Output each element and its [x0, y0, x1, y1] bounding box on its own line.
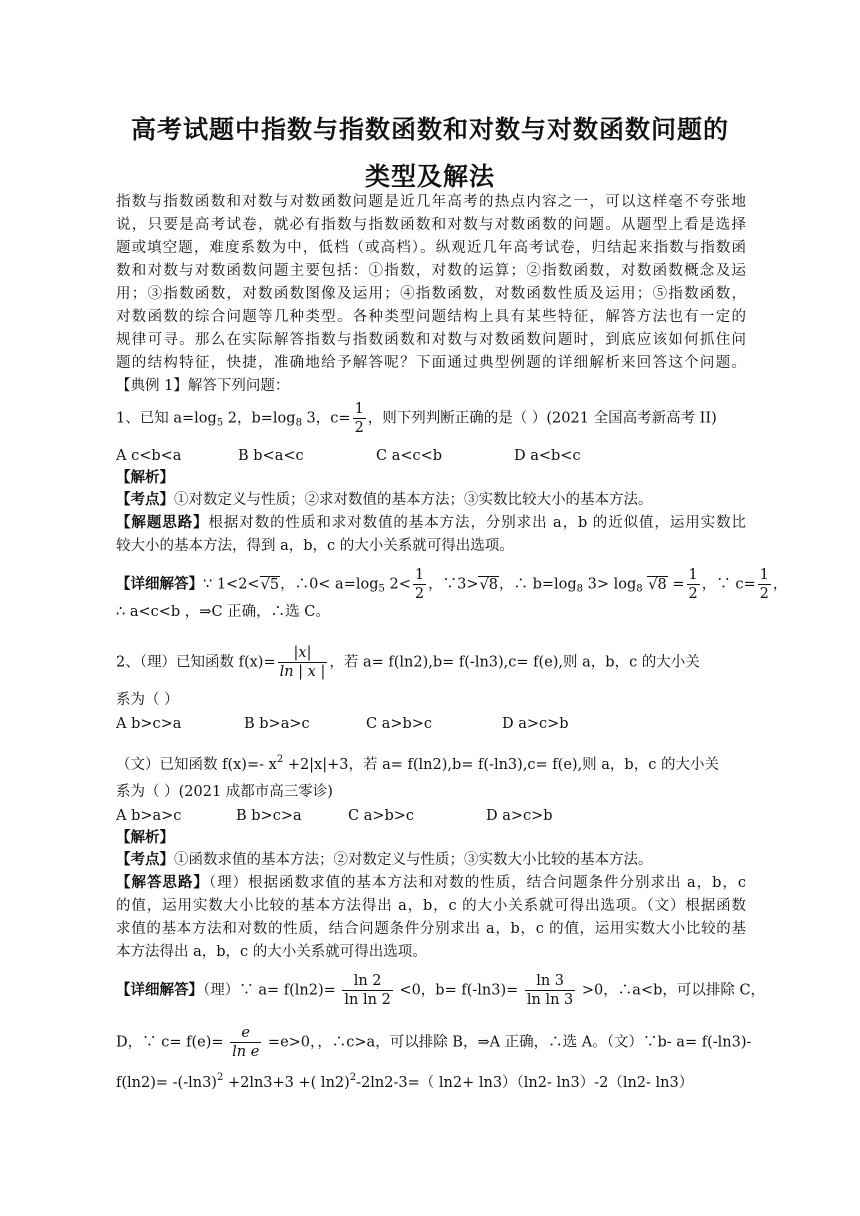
- detail-text: f(ln2)= -(-ln3): [116, 1075, 217, 1091]
- q2-text: ，若 a= f(ln2),b= f(-ln3),c= f(e),则 a，b，c 的大小关: [329, 654, 700, 671]
- detail-text: =: [667, 576, 685, 593]
- fraction-numerator: |x|: [293, 645, 312, 661]
- silu-line: 较大小的基本方法，得到 a，b，c 的大小关系就可得出选项。: [116, 538, 514, 554]
- log-base: 8: [636, 583, 643, 595]
- q2-li-option-d: D a>c>b: [502, 716, 569, 732]
- q2-wen-option-a: A b>a>c: [116, 808, 182, 824]
- fraction-denominator: 2: [414, 586, 425, 602]
- log-base: 5: [378, 583, 385, 595]
- kaodian-label: 【考点】: [116, 491, 174, 508]
- fraction: [353, 400, 366, 437]
- q1-a-base: 5: [216, 417, 224, 429]
- sqrt-radicand: 5: [269, 576, 280, 593]
- kaodian-label: 【考点】: [116, 851, 174, 868]
- silu-label: 【解题思路】: [116, 514, 209, 531]
- fraction-denominator: 2: [354, 420, 364, 436]
- fraction-denominator: 2: [688, 586, 698, 602]
- intro-line: 指数与指数函数和对数与对数函数问题是近几年高考的热点内容之一，可以这样毫不夸张地: [116, 194, 746, 210]
- log-base: 8: [576, 583, 584, 595]
- intro-line: 规律可寻。那么在实际解答指数与指数函数和对数与对数函数问题时，到底应该如何抓住问: [116, 332, 746, 348]
- document-title-line1: 高考试题中指数与指数函数和对数与对数函数问题的: [130, 115, 729, 144]
- intro-line: 题或填空题，难度系数为中，低档（或高档）。纵观近几年高考试卷，归结起来指数与指数函: [116, 240, 746, 256]
- q1-text: 3，c=: [301, 410, 351, 427]
- intro-line: 对数函数的综合问题等几种类型。各种类型问题结构上具有某些特征，解答方法也有一定的: [116, 309, 746, 325]
- detail-text: 3> log: [583, 576, 637, 593]
- question-1: [116, 400, 746, 437]
- detail-solution-line: [116, 972, 766, 1009]
- detail-text: <0，b= f(-ln3)=: [394, 982, 523, 999]
- detail-solution-line: [116, 1024, 752, 1061]
- fraction-denominator: ln ln 2: [344, 992, 391, 1008]
- fraction: [278, 644, 328, 681]
- analysis-label: 【解析】: [116, 829, 174, 846]
- exponent: 2: [216, 1072, 224, 1083]
- kaodian-line: [116, 490, 746, 510]
- q2-wen-line: 系为（ ）(2021 成都市高三零诊): [116, 784, 333, 800]
- detail-label: 【详细解答】: [116, 575, 203, 593]
- fraction: [342, 972, 392, 1009]
- fraction-denominator: 2: [759, 586, 769, 602]
- fraction-denominator: ln | x |: [279, 664, 326, 680]
- example-heading: 【典例 1】解答下列问题：: [116, 378, 290, 394]
- q1-text: 1、已知 a=log: [116, 410, 217, 427]
- silu-line: [116, 873, 746, 893]
- fraction-numerator: 1: [688, 567, 698, 583]
- detail-solution-line: [116, 566, 788, 603]
- kaodian-line: [116, 850, 746, 870]
- fraction: [413, 566, 426, 603]
- detail-label: 【详细解答】: [116, 981, 203, 999]
- detail-solution-line: ∴ a<c<b ，⇒C 正确，∴选 C。: [116, 604, 330, 620]
- detail-text: ，∴ b=log: [498, 576, 577, 593]
- silu-line: 求值的基本方法和对数的性质，结合问题条件分别求出 a，b，c 的值，运用实数大小比较的基: [116, 921, 746, 937]
- q2-wen-text: （文）已知函数 f(x)=- x: [116, 757, 277, 773]
- sqrt-5: √5: [260, 576, 280, 593]
- q2-li-option-b: B b>a>c: [244, 716, 310, 732]
- q1-option-c: C a<c<b: [376, 448, 443, 464]
- q2-wen-line: [116, 750, 746, 775]
- fraction: [230, 1024, 261, 1061]
- q2-wen-text: +2|x|+3，若 a= f(ln2),b= f(-ln3),c= f(e),则 a，b，c 的大小关: [283, 757, 719, 773]
- q2-wen-option-c: C a>b>c: [348, 808, 415, 824]
- silu-label: 【解答思路】: [116, 874, 209, 891]
- fraction-numerator: 1: [354, 401, 364, 417]
- detail-text: （理）∵ a= f(ln2)=: [203, 982, 341, 999]
- fraction-numerator: ln 3: [536, 973, 564, 989]
- detail-text: =e>0，，∴c>a，可以排除 B，⇒A 正确，∴选 A。（文）∵b- a= f(-ln3)-: [263, 1034, 752, 1051]
- fraction-numerator: 1: [414, 567, 425, 583]
- q1-option-d: D a<b<c: [514, 448, 581, 464]
- question-2: [116, 644, 746, 681]
- sqrt-8: √8: [648, 576, 667, 593]
- silu-text: （理）根据函数求值的基本方法和对数的性质，结合问题条件分别求出 a，b，c: [208, 875, 747, 891]
- q2-text: 2、（理）已知函数 f(x)=: [116, 654, 276, 671]
- intro-line: 用；③指数函数，对数函数图像及运用；④指数函数，对数函数性质及运用；⑤指数函数，: [116, 286, 746, 302]
- detail-text: ，∵3>: [428, 576, 479, 593]
- document-title-line2: 类型及解法: [364, 162, 495, 191]
- detail-text: +2ln3+3 +( ln2): [223, 1075, 350, 1091]
- detail-text: ∵ 1<2<: [203, 576, 260, 593]
- kaodian-text: ①函数求值的基本方法；②对数定义与性质；③实数大小比较的基本方法。: [174, 852, 653, 868]
- analysis-label: 【解析】: [116, 469, 174, 486]
- fraction-numerator: e: [241, 1025, 251, 1041]
- intro-line: 说，只要是高考试卷，就必有指数与指数函数和对数与对数函数的问题。从题型上看是选择: [116, 217, 746, 233]
- detail-text: >0，∴a<b，可以排除 C，: [577, 982, 766, 999]
- fraction-numerator: ln 2: [353, 973, 382, 989]
- q2-wen-option-d: D a>c>b: [486, 808, 553, 824]
- sqrt-radicand: 8: [657, 576, 667, 593]
- q2-text-line: 系为（ ）: [116, 692, 179, 708]
- exponent: 2: [349, 1072, 357, 1083]
- q1-text: ，则下列判断正确的是（ ）(2021 全国高考新高考 II): [367, 410, 717, 427]
- q2-wen-option-b: B b>c>a: [236, 808, 302, 824]
- fraction-denominator: ln ln 3: [526, 992, 574, 1008]
- silu-text: 根据对数的性质和求对数值的基本方法，分别求出 a，b 的近似值，运用实数比: [208, 515, 746, 531]
- fraction: [758, 566, 771, 603]
- q1-b-base: 8: [295, 417, 302, 429]
- q1-text: 2，b=log: [223, 410, 296, 427]
- silu-line: [116, 513, 746, 533]
- q2-li-option-c: C a>b>c: [366, 716, 433, 732]
- kaodian-text: ①对数定义与性质；②求对数值的基本方法；③实数比较大小的基本方法。: [174, 492, 653, 508]
- intro-line: 题的结构特征，快捷，准确地给予解答呢？下面通过典型例题的详细解析来回答这个问题。: [116, 355, 746, 371]
- detail-solution-line: [116, 1068, 746, 1093]
- sqrt-8: √8: [479, 576, 498, 593]
- fraction-denominator: ln e: [232, 1044, 260, 1060]
- sqrt-radicand: 8: [488, 576, 498, 593]
- q1-option-a: A c<b<a: [116, 448, 182, 464]
- fraction: [525, 972, 575, 1009]
- detail-text: ，: [772, 576, 788, 593]
- q1-option-b: B b<a<c: [238, 448, 304, 464]
- exponent: 2: [276, 754, 284, 765]
- detail-text: D，∵ c= f(e)=: [116, 1034, 229, 1051]
- fraction-numerator: 1: [759, 567, 769, 583]
- detail-text: -2ln2-3=（ ln2+ ln3）（ln2- ln3）-2（ln2- ln3）: [356, 1075, 694, 1091]
- detail-text: ，∴0< a=log: [280, 576, 379, 593]
- q2-li-option-a: A b>c>a: [116, 716, 182, 732]
- detail-text: ，∵ c=: [701, 576, 756, 593]
- detail-text: 2<: [384, 576, 411, 593]
- intro-line: 数和对数与对数函数问题主要包括：①指数，对数的运算；②指数函数，对数函数概念及运: [116, 263, 746, 279]
- fraction: [687, 566, 700, 603]
- silu-line: 的值，运用实数大小比较的基本方法得出 a，b，c 的大小关系就可得出选项。（文）根据函数: [116, 898, 746, 914]
- silu-line: 本方法得出 a，b，c 的大小关系就可得出选项。: [116, 944, 427, 960]
